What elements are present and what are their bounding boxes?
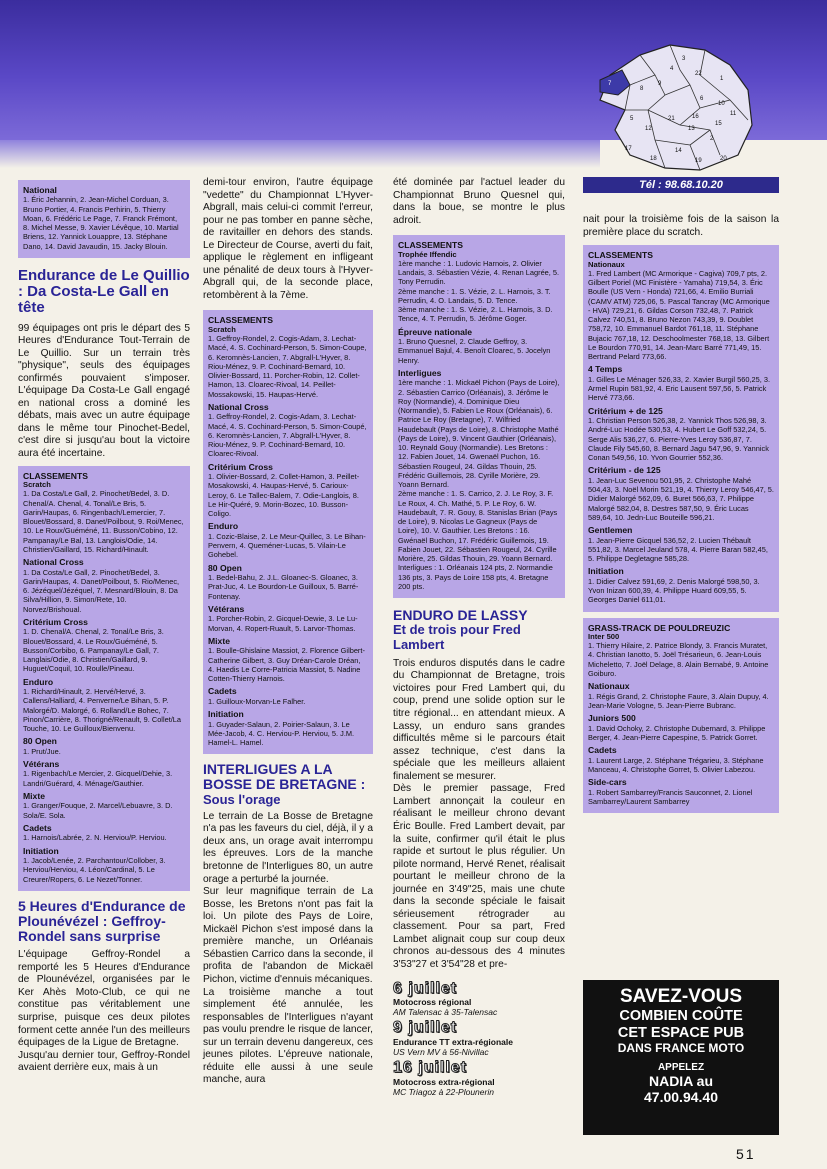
map-region-label: 11 bbox=[730, 111, 737, 117]
map-region-label: 13 bbox=[688, 126, 695, 132]
column-3 bbox=[393, 177, 565, 1097]
section-text: 1. Prut/Jue. bbox=[23, 746, 61, 756]
map-region-label: 6 bbox=[700, 96, 704, 102]
section-text: 1. Da Costa/Le Gall, 2. Pinochet/Bedel, 3. Garin/Haupas, 4. Danet/Poilbout, 5. Rio/Menec, 6. Jézéquel/Jézéquel, 7. Mesnard/Blouin, 8. Da Silva/Hillion, 9. Simon/Rete, 10. Norvez/Brishoual. bbox=[23, 567, 180, 614]
calendar-entry bbox=[393, 1059, 565, 1097]
ad-line: DANS FRANCE MOTO bbox=[617, 1041, 745, 1056]
column-2 bbox=[203, 177, 373, 1087]
section-title: Initiation bbox=[588, 566, 624, 577]
section-text: 1. Guilloux-Morvan-Le Falher. bbox=[208, 696, 306, 706]
calendar-date: 9 juillet bbox=[393, 1019, 458, 1037]
calendar-date: 6 juillet bbox=[393, 979, 458, 997]
section-title: Critérium Cross bbox=[208, 461, 273, 472]
section-text: 1ère manche : 1. Mickaël Pichon (Pays de Loire), 2. Sébastien Carrico (Orléanais), 3. Jérôme le Roy (Normandie), 4. Dominique Dieu (Normandie), 5. Fabien Le Roux (Orléanais), 6. Patrice Le Roy (Bretagne), 7. Wilfried Haudebault (Pays de Loire), 8. Christophe Mathé (Pays de Loire), 9. Vincent Gauthier (Orléanais), 10. Reynald Gouy (Normandie). Les Bretons : 12. Fabien Jouet, 14. Gwenaël Puchon, 16. Sébastien Rougeul, 24. Gildas Thouin, 25. Frédéric Guillemois, 28. Cyrille Morière, 29. Yoann Bernard. 2ème manche : 1. S. Carrico, 2. J. Le Roy, 3. F. Le Roux, 4. Ch. Mathé, 5. P. Le Roy, 6. W. Haudebault, 7. R. Gouy, 8. Stanislas Brian (Pays de Loire), 9. Nicolas Le Gagneux (Pays de Loire), 10. V. Gauthier. Les Bretons : 16. Gwénaël Buchon, 17. Frédéric Guillemois, 19. Fabien Jouet, 22. Sébastien Rougeul, 24. Cyrille Morière, 25. Gildas Thouin, 29. Yoann Bernard. Interligues : 1. Orléanais 124 pts, 2. Normandie 136 pts, 3. Pays de Loire 158 pts, 4. Bretagne 200 pts. bbox=[398, 378, 560, 591]
section-subtitle: Nationaux bbox=[588, 259, 625, 269]
section-text: 1. Richard/Hinault, 2. Hervé/Hervé, 3. Callens/Halliard, 4. Penverne/Le Bihan, 5. P. Malorgé/D. Malorgé, 6. Rolland/Le Bohec, 7. Pinon/Carrière, 8. Thorigné/Renault, 9. Collet/La Touche, 10. Le Guilloux/Bienvenu. bbox=[23, 687, 182, 733]
calendar-entry bbox=[393, 1019, 565, 1057]
classement-box bbox=[18, 180, 190, 258]
section-text: 1. Porcher-Robin, 2. Gicquel-Dewie, 3. Le Lu-Morvan, 4. Ropert-Ruault, 5. Larvor-Thomas. bbox=[208, 614, 358, 633]
calendar-event: Motocross régional bbox=[393, 996, 472, 1007]
section-title: Juniors 500 bbox=[588, 713, 636, 724]
section-title: 80 Open bbox=[208, 562, 242, 573]
map-region-label: 16 bbox=[692, 114, 699, 120]
section-text: 1. Rigenbach/Le Mercier, 2. Gicquel/Dehie, 3. Landri/Guérard, 4. Ménage/Gauthier. bbox=[23, 769, 173, 788]
map-region-label: 3 bbox=[682, 56, 686, 62]
section-text: 1. Cozic-Blaise, 2. Le Meur-Quillec, 3. Le Bihan-Penvern, 4. Queméner-Lucas, 5. Vilain-Le Gohebel. bbox=[208, 531, 366, 560]
article-text: Le terrain de La Bosse de Bretagne n'a pas les faveurs du ciel, déjà, il y a deux ans, un orage avait interrompu les épreuves. Lors de la manche bretonne de l'Interligues 80, un autre orage a perturbé la journée. Sur leur magnifique terrain de La Bosse, les Bretons n'ont pas fait la loi. Un pilote des Pays de Loire, Mickaël Pichon s'est imposé dans la première manche, un Orléanais Sébastien Carrico dans la seconde, il profita de l'abandon de Mickaël Pichon, victime d'ennuis mécaniques. La troisième manche a tout simplement été annulée, les responsables de l'Interligues n'ayant pas voulu prendre le risque de lancer, sur un terrain devenu dangereux, ces jeunes pilotes. L'épreuve nationale, réduite elle aussi à une seule manche, aura bbox=[203, 810, 373, 1086]
map-region-label: 12 bbox=[645, 126, 652, 132]
article-subtitle: Sous l'orage bbox=[203, 791, 281, 807]
map-region-label: 9 bbox=[658, 81, 662, 87]
header-gradient bbox=[0, 140, 600, 168]
article-subtitle: Et de trois pour Fred Lambert bbox=[393, 622, 521, 652]
section-title: 80 Open bbox=[23, 736, 57, 747]
section-text: 1. Geffroy-Rondel, 2. Cogis-Adam, 3. Lechat-Macé, 4. S. Cochinard-Person, 5. Simon-Coupe, 6. Keromnès-Lancien, 7. Abgrall-L'Hyver, 8. Riou-Ménez, 9. P. Cochinard-Bernard, 10. Olivier-Bossard, 11. Porcher-Robin, 12. Collet-Hamon, 13. Cloarec-Rivoal, 14. Peillet-Mossakowski, 15. Haupas-Hervé. bbox=[208, 334, 367, 399]
column-1 bbox=[18, 180, 190, 1075]
section-title: CLASSEMENTS bbox=[208, 315, 273, 326]
advertisement bbox=[583, 980, 779, 1135]
section-title: Mixte bbox=[23, 790, 45, 801]
section-title: Vétérans bbox=[23, 758, 60, 769]
section-text: 1. D. Chenal/A. Chenal, 2. Tonal/Le Bris, 3. Blouet/Bossard, 4. Le Roux/Guéméné, 5. Busson/Corbibo, 6. Pampanay/Le Gall, 7. Langlais/Odie, 8. Christien/Gaillard, 9. Huguet/Coquil, 10. Roulle/Pineau. bbox=[23, 627, 164, 674]
section-subtitle: Scratch bbox=[208, 324, 236, 334]
calendar-event: Motocross extra-régional bbox=[393, 1076, 495, 1087]
map-region-label: 5 bbox=[630, 116, 634, 122]
calendar-event: Endurance TT extra-régionale bbox=[393, 1036, 513, 1047]
map-region-label: 14 bbox=[675, 148, 682, 154]
section-text: 1. Jean-Luc Sevenou 501,95, 2. Christophe Mahé 504,43, 3. Noël Morin 521,19, 4. Thierry Leroy 546,47, 5. Didier Malorgé 562,09, 6. Buret 566,63, 7. Philippe Malorgé 582,04, 8. Destres 587,50, 9. Éric Lucas 589,64, 10. Jedn-Luc Bouteille 596,21. bbox=[588, 475, 774, 522]
calendar-place: US Vern MV à 56-Nivillac bbox=[393, 1046, 489, 1057]
calendar-date: 16 juillet bbox=[393, 1059, 468, 1077]
article-text: nait pour la troisième fois de la saison la première place du scratch. bbox=[583, 214, 779, 238]
section-text: 1. Jean-Pierre Gicquel 536,52, 2. Lucien Thébault 551,82, 3. Marcel Jeuland 578, 4. Pierre Baran 582,45, 5. Philippe Degletagne 585,28. bbox=[588, 535, 768, 564]
map-region-label: 22 bbox=[695, 71, 702, 77]
ad-line: CET ESPACE PUB bbox=[617, 1024, 745, 1041]
page-number: 51 bbox=[736, 1146, 756, 1162]
section-title: CLASSEMENTS bbox=[398, 240, 463, 251]
section-title: National Cross bbox=[208, 401, 269, 412]
brittany-map bbox=[570, 30, 770, 180]
section-text: 1. Didier Calvez 591,69, 2. Denis Malorgé 598,50, 3. Yvon Inizan 600,39, 4. Philippe Huard 609,55, 5. Georges Daniel 611,01. bbox=[588, 576, 760, 605]
article-text: demi-tour environ, l'autre équipage "vedette" du Championnat L'Hyver-Abgrall, mais celui-ci commit l'erreur, pour ne pas tomber en panne sèche, de ravitailler en dehors des stands. Le Directeur de Course, averti du fait, applique le règlement en infligeant une pénalité de deux tours à l'Hyver-Abgrall qui, de la seconde place, retombèrent à la 7ème. bbox=[203, 177, 373, 301]
section-text: 1. David Ochoky, 2. Christophe Dubernard, 3. Philippe Berger, 4. Jean-Pierre Capespine, 5. Patrick Gorret. bbox=[588, 723, 766, 742]
section-title: Épreuve nationale bbox=[398, 326, 473, 337]
section-title: Critérium - de 125 bbox=[588, 465, 661, 476]
classement-box bbox=[393, 235, 565, 598]
section-text: 1. Guyader-Salaun, 2. Poirier-Salaun, 3. Le Mée-Jacob, 4. C. Herviou-P. Herviou, 5. J.M. Hamel-L. Hamel. bbox=[208, 719, 355, 748]
section-title: CLASSEMENTS bbox=[588, 250, 653, 261]
section-text: 1. Bruno Quesnel, 2. Claude Geffroy, 3. Emmanuel Bajul, 4. Benoît Cloarec, 5. Jocelyn Henry. bbox=[398, 337, 551, 365]
ad-line: SAVEZ-VOUS bbox=[619, 986, 743, 1007]
section-title: Enduro bbox=[208, 521, 239, 532]
section-title: Initiation bbox=[23, 845, 59, 856]
calendar-place: MC Triagoz à 22-Plounerin bbox=[393, 1086, 494, 1097]
section-text: 1. Éric Jehannin, 2. Jean-Michel Corduan, 3. Bruno Portier, 4. Francis Perhirin, 5. Thierry Moan, 6. Frédéric Le Page, 7. Franck Frémont, 8. Michel Messe, 9. Xavier Lévêque, 10. Martial Briens, 12. Yannick Louappre, 13. Stéphane Dano, 14. David Javaudin, 15. Jacky Blouin. bbox=[23, 195, 179, 251]
ad-line: NADIA au bbox=[648, 1072, 714, 1089]
section-subtitle: Trophée Iffendic bbox=[398, 249, 457, 259]
section-text: 1. Christian Person 526,38, 2. Yannick Thos 526,98, 3. André-Luc Hodée 530,53, 4. Hubert Le Goff 532,24, 5. Serge Alis 536,27, 6. Pierre-Yves Leroy 536,87, 7. Claude Fily 545,60, 8. Bernard Jagu 547,96, 9. Yannick Conan 549,56, 10. Yvon Gourrier 552,36. bbox=[588, 416, 769, 463]
map-region-label: 2 bbox=[710, 136, 714, 142]
section-title: Initiation bbox=[208, 709, 244, 720]
calendar-place: AM Talensac à 35-Talensac bbox=[393, 1006, 498, 1017]
section-title: Interligues bbox=[398, 367, 442, 378]
section-text: 1. Olivier-Bossard, 2. Collet-Hamon, 3. Peillet-Mosakowski, 4. Haupas-Hervé, 5. Carioux-Leroy, 6. Le Tallec-Balem, 7. Odie-Langlois, 8. Le Hir-Quéré, 9. Morin-Bozec, 10. Busson-Coligo. bbox=[208, 472, 360, 519]
ad-line: APPELEZ bbox=[657, 1061, 705, 1073]
classement-box bbox=[583, 618, 779, 814]
section-title: National bbox=[23, 185, 57, 195]
section-text: 1. Granger/Fouque, 2. Marcel/Lebuavre, 3. D. Sola/E. Sola. bbox=[23, 801, 173, 820]
ad-phone: 47.00.94.40 bbox=[644, 1088, 718, 1105]
map-region-label: 21 bbox=[668, 116, 675, 122]
phone-banner: Tél : 98.68.10.20 bbox=[583, 177, 779, 193]
section-title: Cadets bbox=[588, 745, 617, 756]
map-region-label: 4 bbox=[670, 66, 674, 72]
section-title: Side-cars bbox=[588, 777, 627, 788]
section-text: 1. Fred Lambert (MC Armorique - Cagiva) 709,7 pts, 2. Gilbert Poriel (MC Finistère - Yamaha) 719,54, 3. Éric Boulle (US Vern - Honda) 721,66, 4. Emilio Burriali (CAMV ATM) 725,06, 5. Pascal Tancray (MC Armorique - HVA) 729,21, 6. Gildas Corson 732,48, 7. Patrick Calvez 740,51, 8. Bruno Nezon 743,39, 9. Doublet 758,72, 10. Emmanuel Bardot 761,18, 11. Stéphane Bujacic 767,18, 12. Deschoolmester 768,18, 13. Gilbert Le Bourdon 770,91, 14. Jean-Marc Barré 771,49, 15. Bertrand Pelard 773,66. bbox=[588, 268, 770, 362]
section-text: 1. Da Costa/Le Gall, 2. Pinochet/Bedel, 3. D. Chenal/A. Chenal, 4. Tonal/Le Bris, 5. Garin/Haupas, 6. Ringenbach/Lemercier, 7. Blouet/Bossard, 8. Danet/Poilbout, 9. Roi/Menec, 10. Le Roux/Guéméné, 11. Busson/Cobino, 12. Pampanay/Le Bal, 13. Langlois/Odie, 14. Christien/Gaillard, 15. Richard/Hinault. bbox=[23, 489, 184, 554]
article-title: Endurance de Le Quillio : Da Costa-Le Gall en tête bbox=[18, 266, 190, 317]
section-text: 1. Geffroy-Rondel, 2. Cogis-Adam, 3. Lechat-Macé, 4. S. Cochinard-Person, 5. Simon-Coupé, 6. Keromnès-Lancien, 7. Abgrall-L'Hyver, 8. Riou-Ménez, 9. P. Cochinard-Bernard, 10. Cloarec-Rivoal. bbox=[208, 412, 367, 459]
article-title: ENDURO DE LASSY bbox=[393, 607, 528, 624]
section-title: National Cross bbox=[23, 557, 84, 568]
article-text: été dominée par l'actuel leader du Championnat Bruno Quesnel qui, dans la boue, se montre le plus adroit. bbox=[393, 177, 565, 226]
section-title: CLASSEMENTS bbox=[23, 470, 88, 481]
calendar-dates bbox=[393, 980, 565, 1098]
section-title: Gentlemen bbox=[588, 525, 633, 536]
section-title: Critérium Cross bbox=[23, 616, 88, 627]
section-text: 1. Laurent Large, 2. Stéphane Trégarieu, 3. Stéphane Manceau, 4. Christophe Gorret, 5. Olivier Labezou. bbox=[588, 755, 764, 774]
map-region-label: 1 bbox=[720, 76, 724, 82]
section-text: 1. Thierry Hilaire, 2. Patrice Blondy, 3. Francis Muratet, 4. Christian Ianotto, 5. Joël Trésarieun, 6. Jean-Louis Micheletto, 7. Joël Delage, 8. Alain Bernabé, 9. Antoine Goiburo. bbox=[588, 641, 769, 678]
section-text: 1. Régis Grand, 2. Christophe Faure, 3. Alain Dupuy, 4. Jean-Marie Vologne, 5. Jean-Pierre Bubranc. bbox=[588, 691, 769, 710]
section-text: 1. Harnois/Labrée, 2. N. Herviou/P. Herviou. bbox=[23, 833, 167, 843]
map-region-label: 19 bbox=[695, 158, 702, 164]
ad-line: COMBIEN COÛTE bbox=[619, 1007, 743, 1024]
section-title: Cadets bbox=[208, 686, 237, 697]
section-title: Nationaux bbox=[588, 681, 630, 692]
map-region-label: 8 bbox=[640, 86, 644, 92]
section-subtitle: Scratch bbox=[23, 480, 51, 490]
section-title: Cadets bbox=[23, 822, 52, 833]
section-title: Enduro bbox=[23, 676, 54, 687]
map-region-label: 15 bbox=[715, 121, 722, 127]
article-text: L'équipage Geffroy-Rondel a remporté les 5 Heures d'Endurance de Plounévézel, organisées par le Ker Ahès Moto-Club, ce qui ne constitue pas véritablement une surprise, puisque ces deux pilotes forment cette année l'un des meilleurs équipages de la Ligue de Bretagne. Jusqu'au dernier tour, Geffroy-Rondel avaient derrière eux, mais à un bbox=[18, 949, 190, 1074]
section-title: 4 Temps bbox=[588, 364, 623, 375]
section-title: GRASS-TRACK DE POULDREUZIC bbox=[588, 622, 731, 633]
map-region-label: 20 bbox=[720, 156, 727, 162]
classement-box bbox=[203, 310, 373, 754]
section-text: 1. Boulle-Ghislaine Massiot, 2. Florence Gilbert-Catherine Gilbert, 3. Guy Dréan-Carole Dréan, 4. Haedis Le Corre-Patricia Massiot, 5. Nadine Cotten-Thierry Harnois. bbox=[208, 646, 365, 684]
map-region-label: 7 bbox=[608, 81, 612, 87]
section-text: 1. Gilles Le Ménager 526,33, 2. Xavier Burgil 560,25, 3. Armel Rupin 581,92, 4. Eric Lausent 597,56, 5. Patrick Hervé 773,66. bbox=[588, 374, 771, 403]
article-text: 99 équipages ont pris le départ des 5 Heures d'Endurance Tout-Terrain de Le Quillio. Sur un terrain très "physique", seuls des équipages confirmés pouvaient s'imposer. L'équipage Da Costa-Le Gall engagé en national cross a dominé les débats, mais avec un autre équipage dans le même tour Pinochet-Bedel, c'est dire si jusqu'au bout la victoire aura été incertaine. bbox=[18, 322, 190, 460]
section-title: Mixte bbox=[208, 635, 230, 646]
map-region-label: 18 bbox=[650, 156, 657, 162]
section-text: 1. Robert Sambarrey/Francis Sauconnet, 2. Lionel Sambarrey/Laurent Sambarrey bbox=[588, 787, 753, 806]
section-title: Critérium + de 125 bbox=[588, 405, 663, 416]
section-text: 1. Jacob/Lenée, 2. Parchantour/Collober, 3. Herviou/Herviou, 4. Léon/Cardinal, 5. Le Creurer/Ropers, 6. Le Nezet/Tonner. bbox=[23, 856, 166, 884]
section-subtitle: Inter 500 bbox=[588, 631, 620, 641]
classement-box bbox=[583, 245, 779, 611]
column-4 bbox=[583, 214, 779, 813]
article-text: Trois enduros disputés dans le cadre du Championnat de Bretagne, trois victoires pour Fred Lambert qui, du coup, prend une solide option sur le titre régional... en attendant mieux. A Lassy, un enduro sans grandes difficultés même si le parcours était assez technique, c'est dans la spéciale que les meilleurs allaient finalement se mesurer. Dès le premier passage, Fred Lambert annonçait la couleur en réalisant le meilleur chrono devant Éric Boulle. Fred Lambert devait, par la suite, confirmer qu'il était le plus rapide et surtout le plus régulier. Un pilote normand, Hervé Renet, réalisait pourtant le meilleur chrono de la journée en 3'49"25, mais une chute dans la seconde spéciale le faisait sérieusement rétrograder au classement. Pour sa part, Fred Lambet alignait coup sur coup deux chronos au-dessous des 4 minutes 3'53"27 et 3'54"28 et pre- bbox=[393, 657, 565, 970]
section-title: Vétérans bbox=[208, 603, 245, 614]
article-title: INTERLIGUES A LA BOSSE DE BRETAGNE : bbox=[203, 761, 366, 793]
classement-box bbox=[18, 466, 190, 891]
calendar-entry bbox=[393, 980, 565, 1018]
map-region-label: 17 bbox=[625, 146, 632, 152]
map-region-label: 10 bbox=[718, 101, 725, 107]
section-text: 1ère manche : 1. Ludovic Harnois, 2. Olivier Landais, 3. Sébastien Vézie, 4. Renan Lagrée, 5. Tony Perrudin. 2ème manche : 1. S. Vézie, 2. L. Harnois, 3. T. Perrudin, 4. O. Landais, 5. D. Tence. 3ème manche : 1. S. Vézie, 2. L. Harnois, 3. D. Tence, 4. T. Perrudin, 5. Jérôme Goger. bbox=[398, 258, 560, 324]
section-text: 1. Bedel-Bahu, 2. J.L. Gloanec-S. Gloanec, 3. Prat-Juc, 4. Le Bourdon-Le Guilloux, 5. Barré-Fontenay. bbox=[208, 573, 359, 601]
article-title: 5 Heures d'Endurance de Plounévézel : Geffroy-Rondel sans surprise bbox=[18, 897, 186, 945]
